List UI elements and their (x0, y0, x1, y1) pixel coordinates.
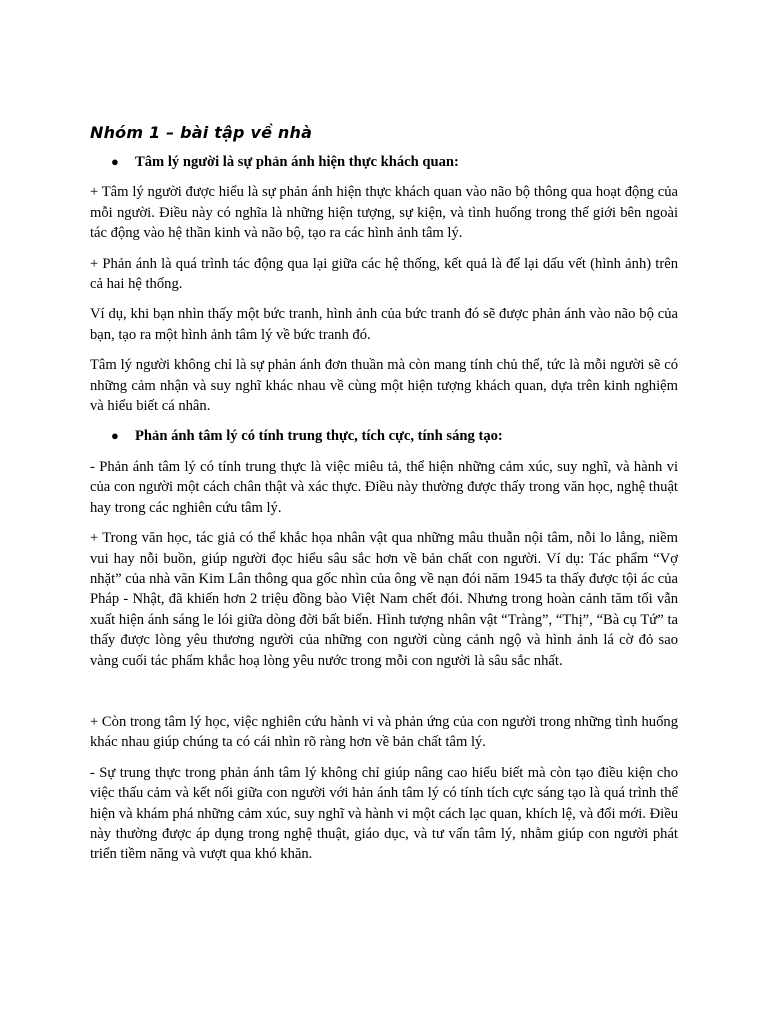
bullet-dot-icon: ● (111, 428, 119, 444)
section-heading-1 (90, 152, 678, 172)
paragraph: + Tâm lý người được hiểu là sự phản ánh hiện thực khách quan vào não bộ thông qua hoạt động của mỗi người. Điều này có nghĩa là những hiện tượng, sự kiện, và tình huống trong thế giới bên ngoài tác động vào hệ thần kinh và não bộ, tạo ra các hình ảnh tâm lý. (90, 184, 678, 242)
bullet-dot-icon: ● (111, 154, 119, 169)
paragraph: + Trong văn học, tác giả có thể khắc họa nhân vật qua những mâu thuẫn nội tâm, nỗi lo lắng, niềm vui hay nỗi buồn, giúp người đọc hiểu sâu sắc hơn về bản chất con người. Ví dụ: Tác phẩm “Vợ nhặt” của nhà văn Kim Lân thông qua gốc nhìn của ông về nạn đói năm 1945 ta thấy được tội ác của Pháp - Nhật, đã khiến hơn 2 triệu đồng bào Việt Nam chết đói. Nhưng trong hoàn cảnh tăm tối vẫn xuất hiện ánh sáng le lói giữa dòng đời bất biến. Hình tượng nhân vật “Tràng”, “Thị”, “Bà cụ Tứ” ta thấy được lòng yêu thương người của những con người cùng cảnh ngộ và hình ảnh lá cờ đỏ sao vàng cuối tác phẩm khắc hoạ lòng yêu nước trong mỗi con người là sâu sắc nhất. (90, 530, 678, 669)
paragraph: Ví dụ, khi bạn nhìn thấy một bức tranh, hình ảnh của bức tranh đó sẽ được phản ánh vào não bộ của bạn, tạo ra một hình ảnh tâm lý về bức tranh đó. (90, 306, 678, 343)
paragraph: Tâm lý người không chỉ là sự phản ánh đơn thuần mà còn mang tính chủ thể, tức là mỗi người sẽ có những cảm nhận và suy nghĩ khác nhau về cùng một hiện tượng khách quan, dựa trên kinh nghiệm và hiểu biết cá nhân. (90, 357, 678, 415)
paragraph: - Phản ánh tâm lý có tính trung thực là việc miêu tả, thể hiện những cảm xúc, suy nghĩ, và hành vi của con người một cách chân thật và xác thực. Điều này thường được thấy trong văn học, nghệ thuật hay trong các nghiên cứu tâm lý. (90, 458, 678, 516)
document-page (90, 122, 678, 875)
blank-line (90, 681, 678, 712)
paragraph: + Phản ánh là quá trình tác động qua lại giữa các hệ thống, kết quả là để lại dấu vết (hình ảnh) trên cả hai hệ thống. (90, 255, 678, 293)
paragraph: + Còn trong tâm lý học, việc nghiên cứu hành vi và phản ứng của con người trong những tình huống khác nhau giúp chúng ta có cái nhìn rõ ràng hơn về bản chất tâm lý. (90, 713, 678, 751)
section-heading-text: Phản ánh tâm lý có tính trung thực, tích cực, tính sáng tạo: (135, 428, 503, 445)
section-heading-text: Tâm lý người là sự phản ánh hiện thực khách quan: (135, 154, 459, 170)
paragraph: - Sự trung thực trong phản ánh tâm lý không chỉ giúp nâng cao hiểu biết mà còn tạo điều kiện cho việc thấu cảm và kết nối giữa con người với hản ánh tâm lý có tính tích cực sáng tạo là quá trình thể hiện và khám phá những cảm xúc, suy nghĩ và hành vi một cách lạc quan, khích lệ, và đổi mới. Điều này thường được áp dụng trong nghệ thuật, giáo dục, và tư vấn tâm lý, nhằm giúp con người phát triển tiềm năng và vượt qua khó khăn. (90, 764, 678, 863)
section-heading-2 (90, 426, 678, 446)
document-title: Nhóm 1 – bài tập về nhà (90, 123, 313, 142)
